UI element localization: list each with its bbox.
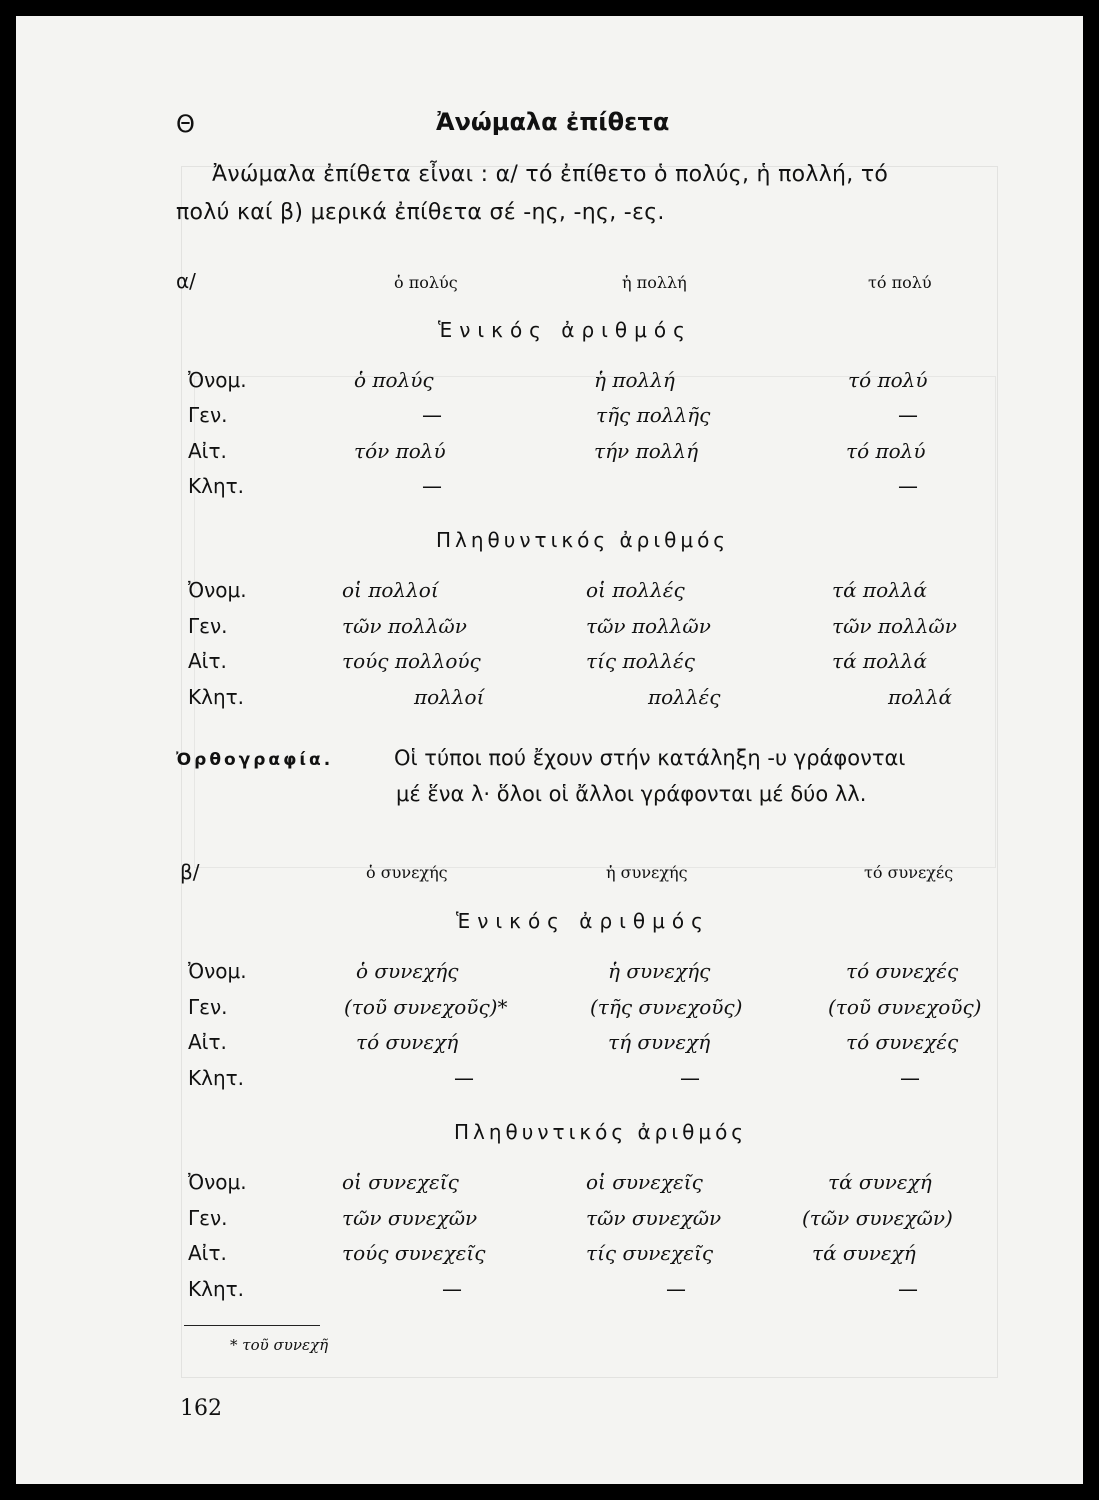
part-b-label: β/ bbox=[180, 860, 200, 884]
form-cell: οἱ συνεχεῖς bbox=[342, 1170, 459, 1194]
form-cell: τή συνεχή bbox=[608, 1030, 711, 1054]
form-cell: τούς συνεχεῖς bbox=[342, 1241, 486, 1265]
case-label: Αἰτ. bbox=[188, 1030, 227, 1054]
part-a-label: α/ bbox=[176, 269, 196, 293]
form-cell: — bbox=[898, 474, 918, 498]
orthography-label: Ὀρθογραφία. bbox=[176, 750, 334, 770]
case-label: Κλητ. bbox=[188, 474, 245, 498]
form-cell: τῶν πολλῶν bbox=[586, 614, 711, 638]
form-cell: τά συνεχή bbox=[812, 1241, 916, 1265]
form-cell: τό πολύ bbox=[846, 439, 926, 463]
part-b-head-neut: τό συνεχές bbox=[864, 863, 954, 882]
form-cell: — bbox=[454, 1066, 474, 1090]
part-b-head-masc: ὁ συνεχής bbox=[366, 863, 448, 882]
form-cell: — bbox=[442, 1277, 462, 1301]
case-label: Γεν. bbox=[188, 1206, 228, 1230]
footnote: * τοῦ συνεχῆ bbox=[230, 1336, 329, 1354]
case-label: Ὀνομ. bbox=[188, 1170, 247, 1194]
form-cell: (τῆς συνεχοῦς) bbox=[590, 995, 743, 1019]
form-cell: — bbox=[900, 1066, 920, 1090]
form-cell: τά πολλά bbox=[832, 578, 927, 602]
form-cell: οἱ συνεχεῖς bbox=[586, 1170, 703, 1194]
orthography-line-1: Οἱ τύποι πού ἔχουν στήν κατάληξη -υ γράφονται bbox=[394, 746, 906, 770]
form-cell: τῆς πολλῆς bbox=[596, 403, 711, 427]
form-cell: τά συνεχή bbox=[828, 1170, 932, 1194]
form-cell: — bbox=[666, 1277, 686, 1301]
form-cell: τῶν πολλῶν bbox=[832, 614, 957, 638]
part-b-singular-heading: Ἑνικός ἀριθμός bbox=[456, 909, 710, 933]
form-cell: τό συνεχές bbox=[846, 1030, 959, 1054]
book-page bbox=[16, 16, 1083, 1484]
form-cell: τῶν συνεχῶν bbox=[586, 1206, 722, 1230]
form-cell: (τῶν συνεχῶν) bbox=[802, 1206, 953, 1230]
case-label: Κλητ. bbox=[188, 685, 245, 709]
form-cell: τίς πολλές bbox=[586, 649, 695, 673]
form-cell: (τοῦ συνεχοῦς) bbox=[828, 995, 982, 1019]
intro-line-2: πολύ καί β) μερικά ἐπίθετα σέ -ης, -ης, -ες. bbox=[176, 200, 665, 225]
part-a-head-neut: τό πολύ bbox=[868, 273, 932, 292]
part-a-singular-heading: Ἑνικός ἀριθμός bbox=[438, 318, 692, 342]
form-cell: — bbox=[898, 1277, 918, 1301]
form-cell: τήν πολλή bbox=[594, 439, 699, 463]
footnote-rule bbox=[184, 1325, 320, 1326]
case-label: Ὀνομ. bbox=[188, 368, 247, 392]
form-cell: (τοῦ συνεχοῦς)* bbox=[344, 995, 508, 1019]
form-cell: τόν πολύ bbox=[354, 439, 446, 463]
form-cell: — bbox=[680, 1066, 700, 1090]
form-cell: τούς πολλούς bbox=[342, 649, 481, 673]
form-cell: ἡ πολλή bbox=[594, 368, 675, 392]
case-label: Αἰτ. bbox=[188, 1241, 227, 1265]
form-cell: τῶν πολλῶν bbox=[342, 614, 467, 638]
form-cell: τό συνεχές bbox=[846, 959, 959, 983]
case-label: Αἰτ. bbox=[188, 439, 227, 463]
form-cell: ἡ συνεχής bbox=[608, 959, 711, 983]
form-cell: οἱ πολλές bbox=[586, 578, 685, 602]
form-cell: ὁ συνεχής bbox=[356, 959, 459, 983]
form-cell: — bbox=[422, 403, 442, 427]
case-label: Αἰτ. bbox=[188, 649, 227, 673]
case-label: Γεν. bbox=[188, 614, 228, 638]
form-cell: τίς συνεχεῖς bbox=[586, 1241, 714, 1265]
form-cell: πολλά bbox=[888, 685, 953, 709]
part-a-head-masc: ὁ πολύς bbox=[394, 273, 458, 292]
intro-line-1: Ἀνώμαλα ἐπίθετα εἶναι : α/ τό ἐπίθετο ὁ πολύς, ἡ πολλή, τό bbox=[212, 162, 889, 187]
form-cell: — bbox=[422, 474, 442, 498]
part-b-plural-heading: Πληθυντικός ἀριθμός bbox=[454, 1120, 748, 1144]
section-letter: Θ bbox=[176, 110, 195, 138]
orthography-line-2: μέ ἕνα λ· ὅλοι οἱ ἄλλοι γράφονται μέ δύο λλ. bbox=[396, 782, 867, 806]
form-cell: τό πολύ bbox=[848, 368, 928, 392]
page-number: 162 bbox=[180, 1396, 222, 1421]
part-b-head-fem: ἡ συνεχής bbox=[606, 863, 688, 882]
case-label: Ὀνομ. bbox=[188, 959, 247, 983]
case-label: Κλητ. bbox=[188, 1066, 245, 1090]
part-a-head-fem: ἡ πολλή bbox=[622, 273, 687, 292]
case-label: Γεν. bbox=[188, 403, 228, 427]
case-label: Γεν. bbox=[188, 995, 228, 1019]
form-cell: πολλοί bbox=[414, 685, 485, 709]
part-a-plural-heading: Πληθυντικός ἀριθμός bbox=[436, 528, 730, 552]
form-cell: ὁ πολύς bbox=[354, 368, 434, 392]
form-cell: — bbox=[898, 403, 918, 427]
form-cell: τό συνεχή bbox=[356, 1030, 459, 1054]
form-cell: πολλές bbox=[648, 685, 721, 709]
form-cell: τά πολλά bbox=[832, 649, 927, 673]
form-cell: τῶν συνεχῶν bbox=[342, 1206, 478, 1230]
case-label: Ὀνομ. bbox=[188, 578, 247, 602]
form-cell: οἱ πολλοί bbox=[342, 578, 439, 602]
case-label: Κλητ. bbox=[188, 1277, 245, 1301]
section-title: Ἀνώμαλα ἐπίθετα bbox=[436, 108, 670, 136]
